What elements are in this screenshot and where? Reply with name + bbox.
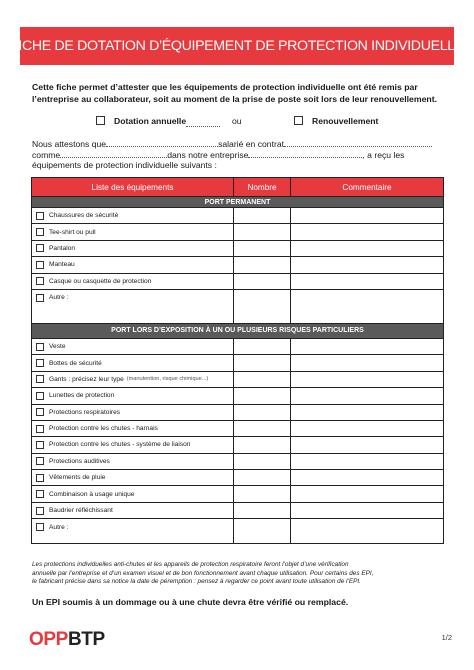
header-equipment: Liste des équipements <box>32 178 234 197</box>
comment-cell[interactable] <box>291 502 444 518</box>
count-cell[interactable] <box>234 519 291 544</box>
count-cell[interactable] <box>234 371 291 387</box>
statement-recu: , a reçu les <box>362 149 405 160</box>
table-row <box>32 273 444 289</box>
footer-line-3: le fabricant précise dans sa notice la date de péremption : pensez à regarder ce point avant toute utilisation de l’EPI. <box>32 578 361 586</box>
intro-text <box>32 82 452 105</box>
oppbtp-logo <box>29 629 105 651</box>
table-row <box>32 420 444 436</box>
comment-cell[interactable] <box>291 388 444 404</box>
item-label: Veste <box>49 343 66 351</box>
table-row <box>32 338 444 354</box>
statement-comme: comme <box>32 149 61 160</box>
count-cell[interactable] <box>234 502 291 518</box>
item-checkbox[interactable] <box>36 343 44 351</box>
renewal-label: Renouvellement <box>312 116 379 126</box>
comment-cell[interactable] <box>291 486 444 502</box>
count-cell[interactable] <box>234 257 291 273</box>
item-checkbox[interactable] <box>36 523 44 531</box>
count-cell[interactable] <box>234 208 291 224</box>
comment-cell[interactable] <box>291 289 444 323</box>
header-comment: Commentaire <box>291 178 444 197</box>
item-label: Chaussures de sécurité <box>49 212 119 220</box>
statement-suite: équipements de protection individuelle suivants : <box>32 159 217 170</box>
item-checkbox[interactable] <box>36 261 44 269</box>
item-label: Casque ou casquette de protection <box>49 277 152 285</box>
item-label: Vêtements de pluie <box>49 474 106 482</box>
comment-cell[interactable] <box>291 453 444 469</box>
item-label: Protection contre les chutes - harnais <box>49 425 158 433</box>
table-row <box>32 470 444 486</box>
item-label: Protections respiratoires <box>49 408 121 416</box>
table-row <box>32 404 444 420</box>
intro-line-1: Cette fiche permet d’attester que les équipements de protection individuelle ont été remis par <box>32 82 418 92</box>
count-cell[interactable] <box>234 273 291 289</box>
logo-part-2: BTP <box>67 629 105 650</box>
count-cell[interactable] <box>234 355 291 371</box>
attestation-statement <box>32 138 452 170</box>
comment-cell[interactable] <box>291 404 444 420</box>
item-checkbox[interactable] <box>36 441 44 449</box>
section-exposure: PORT LORS D’EXPOSITION À UN OU PLUSIEURS RISQUES PARTICULIERS <box>32 323 444 338</box>
comment-cell[interactable] <box>291 371 444 387</box>
statement-dans: dans notre entreprise <box>167 149 249 160</box>
item-checkbox[interactable] <box>36 392 44 400</box>
table-row <box>32 289 444 323</box>
comment-cell[interactable] <box>291 420 444 436</box>
table-row <box>32 224 444 240</box>
count-cell[interactable] <box>234 240 291 256</box>
item-label: Pantalon <box>49 244 76 252</box>
item-checkbox[interactable] <box>36 228 44 236</box>
count-cell[interactable] <box>234 470 291 486</box>
page-number: 1/2 <box>441 633 452 642</box>
count-cell[interactable] <box>234 437 291 453</box>
footer-line-2: annuelle par l’entreprise et d’un examen visuel et de bon fonctionnement avant chaque utilisation. Pour certains des EPI, <box>32 569 374 577</box>
page-title: FICHE DE DOTATION D’ÉQUIPEMENT DE PROTECTION INDIVIDUELLE <box>20 27 454 65</box>
item-checkbox[interactable] <box>36 408 44 416</box>
item-checkbox[interactable] <box>36 490 44 498</box>
item-checkbox[interactable] <box>36 244 44 252</box>
item-label: Protections auditives <box>49 457 110 465</box>
item-label: Gants : précisez leur type <box>49 375 124 383</box>
item-label: Lunettes de protection <box>49 392 115 400</box>
count-cell[interactable] <box>234 224 291 240</box>
table-row <box>32 486 444 502</box>
item-checkbox[interactable] <box>36 212 44 220</box>
table-row <box>32 388 444 404</box>
footer-note <box>32 561 448 587</box>
section-permanent: PORT PERMANENT <box>32 197 444 208</box>
table-row <box>32 502 444 518</box>
count-cell[interactable] <box>234 453 291 469</box>
comment-cell[interactable] <box>291 273 444 289</box>
count-cell[interactable] <box>234 404 291 420</box>
table-row <box>32 453 444 469</box>
count-cell[interactable] <box>234 388 291 404</box>
intro-line-2: l’entreprise au collaborateur, soit au moment de la prise de poste soit lors de leur renouvellement. <box>32 93 438 104</box>
item-label: Bottes de sécurité <box>49 359 102 367</box>
count-cell[interactable] <box>234 420 291 436</box>
comment-cell[interactable] <box>291 519 444 544</box>
item-label: Autre : <box>49 294 69 302</box>
item-label: Autre : <box>49 523 69 531</box>
item-checkbox[interactable] <box>36 359 44 367</box>
equipment-table <box>31 177 444 544</box>
count-cell[interactable] <box>234 338 291 354</box>
comment-cell[interactable] <box>291 224 444 240</box>
or-label: ou <box>232 116 242 126</box>
table-row <box>32 240 444 256</box>
item-label: Baudrier réfléchissant <box>49 507 113 515</box>
item-checkbox[interactable] <box>36 507 44 515</box>
item-checkbox[interactable] <box>36 375 44 383</box>
role-field[interactable] <box>60 149 167 158</box>
table-row <box>32 519 444 544</box>
count-cell[interactable] <box>234 289 291 323</box>
annual-label: Dotation annuelle <box>114 116 187 126</box>
footer-line-1: Les protections individuelles anti-chutes et les appareils de protection respiratoire feront l’objet d’une vérification <box>32 561 349 568</box>
comment-cell[interactable] <box>291 355 444 371</box>
renewal-checkbox[interactable] <box>294 116 303 125</box>
comment-cell[interactable] <box>291 208 444 224</box>
item-checkbox[interactable] <box>36 294 44 302</box>
table-row <box>32 355 444 371</box>
item-label: Tee-shirt ou pull <box>49 228 96 236</box>
item-label: Combinaison à usage unique <box>49 490 135 498</box>
table-row <box>32 208 444 224</box>
logo-part-1: OPP <box>29 629 68 650</box>
table-row <box>32 371 444 387</box>
item-checkbox[interactable] <box>36 474 44 482</box>
comment-cell[interactable] <box>291 257 444 273</box>
warning-text: Un EPI soumis à un dommage ou à une chute devra être vérifié ou remplacé. <box>32 597 349 607</box>
date-field[interactable] <box>248 149 362 158</box>
table-row <box>32 437 444 453</box>
comment-cell[interactable] <box>291 470 444 486</box>
item-label: Manteau <box>49 261 75 269</box>
employee-name-field[interactable] <box>106 138 218 147</box>
comment-cell[interactable] <box>291 240 444 256</box>
statement-salarie: salarié en contrat <box>218 139 284 149</box>
contract-field[interactable] <box>284 138 432 147</box>
annual-dotted-line <box>186 118 220 127</box>
header-count: Nombre <box>234 178 291 197</box>
item-label: Protection contre les chutes - système de liaison <box>49 441 191 449</box>
table-row <box>32 257 444 273</box>
statement-nous: Nous attestons que <box>32 139 107 149</box>
item-checkbox[interactable] <box>36 425 44 433</box>
count-cell[interactable] <box>234 486 291 502</box>
annual-checkbox[interactable] <box>96 116 105 125</box>
comment-cell[interactable] <box>291 437 444 453</box>
gloves-note: (manutention, risque chimique...) <box>126 376 209 383</box>
comment-cell[interactable] <box>291 338 444 354</box>
item-checkbox[interactable] <box>36 277 44 285</box>
item-checkbox[interactable] <box>36 457 44 465</box>
